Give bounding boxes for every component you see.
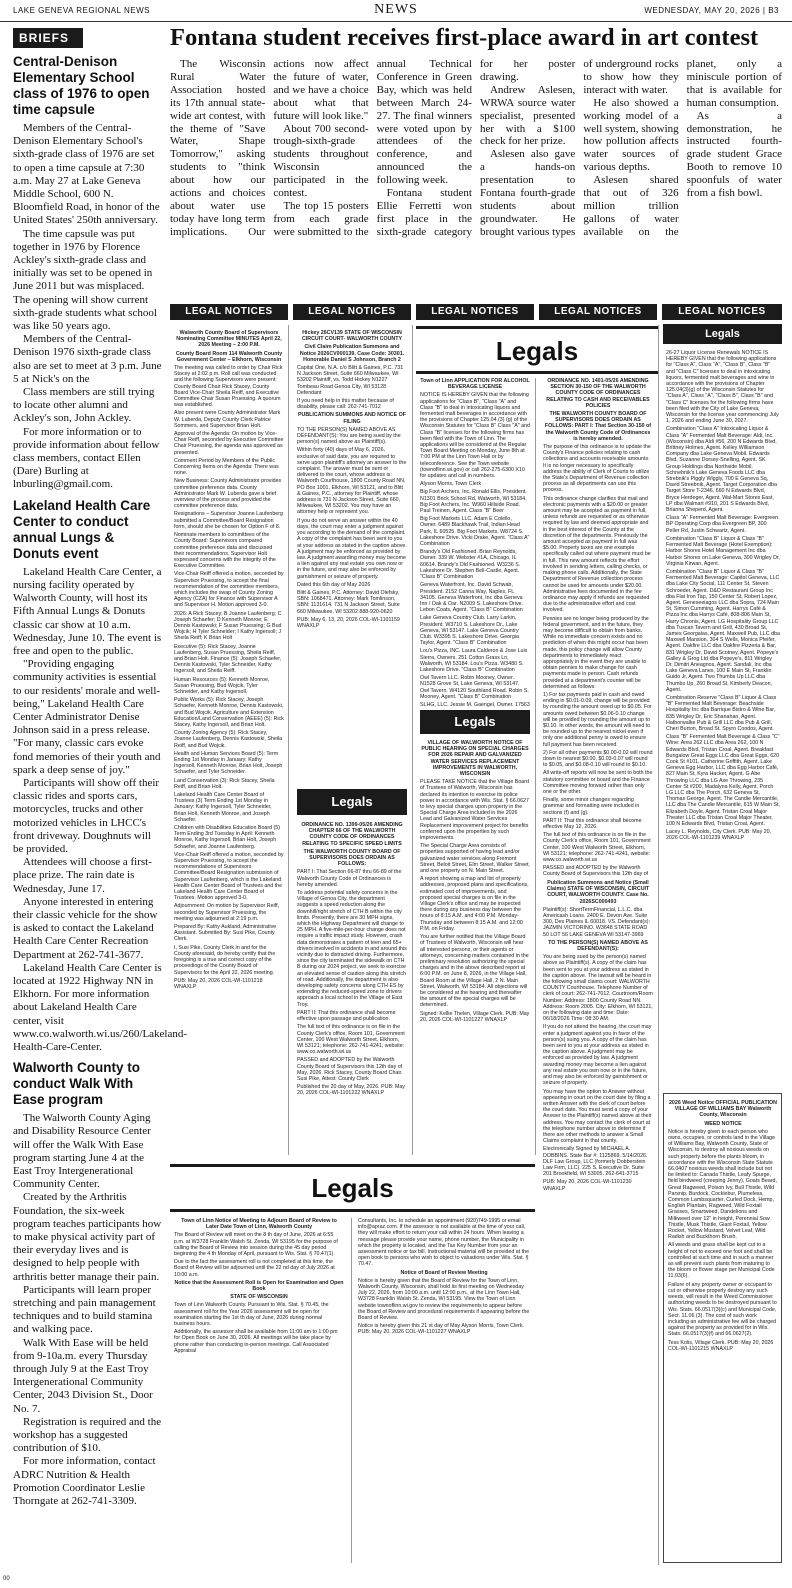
legals-heading: Legals xyxy=(495,336,579,366)
notice-text: Big Foot Markets LLC. Adam E Colello, Owner. 6489 Blackhawk Trail, Indian Head Park, IL 60525. Big Foot Markets. W8724 S. Lakeshore Drive. Vicki Drake, Agent. "Class A" Combination xyxy=(420,516,530,548)
notice-text: Executive (5): Rick Stacey, Joanne Laufenberg, Susan Pruessing, Sheila Reiff, and Brian Holt. Finance (5): Joseph Schaefer, Dennis Kastowski, Tyler Schneider, Kathy Ingersoll, and Sheila Reiff. xyxy=(174,643,282,675)
notice-hickey-summons xyxy=(297,330,407,740)
notice-subtitle: THE WALWORTH COUNTY BOARD OF SUPERVISORS DOES ORDAIN AS FOLLOWS: PART I: That Section 30-150 of the Walworth County Code of Ordinances is hereby amended. xyxy=(544,411,652,442)
brief-paragraph: Class members are still trying to locate other alumni and Ackley's son, John Ackley. xyxy=(13,386,155,425)
legals-label-box: Legals xyxy=(663,324,782,344)
notice-text: 2026: A Rick Stacey; B Joanne Laufenberg; C Joseph Schaefer; D Kenneth Monroe; E Dennis Kastowski; F Susan Pruessing; G Bud Wojcik; H Tyler Schneider; I Kathy Ingersoll; J Sheila Reiff; K Brian Holt xyxy=(174,610,282,642)
brief-paragraph: Registration is required and the workshop has a suggested contribution of $10. xyxy=(13,1415,162,1455)
legal-notices-bar: LEGAL NOTICES xyxy=(662,304,782,320)
notice-text: PUB: May 20, 2026 COL-WI-1101218 WNAXLP xyxy=(174,977,263,990)
notice-text: TO THE PERSON(S) NAMED ABOVE AS DEFENDANT(S): xyxy=(548,939,648,953)
notice-text: Combination "Class B" Liquor & Class "B" Fermented Malt Beverage: Capitol Geneva, LLC dba Lake City Social, 111 Center St, Steven Schroeder, Agent. D&D Restaurant Group Inc dba Flat Iron Tap, 150 Center St, Robert Lopez, Agent. Geneseeiagos LLC dba Sopra, 724 Main St, Simon Cumming, Agent. Harrys Café & Pizza Inc dba Harrys Café, 808-806 Main St, Harry Chronis, Agent. LG Hospitality Group LLC dba Tuscan Tavern and Grill, 430 Broad St, James Georgalas, Agent. Maxwell Pub, LLC dba Maxwell Mansion, 304 S Wells, Monica Pfeifer, Agent. Oakfire LLC dba Oakfire Pizzeria & Bar, 831 Wrigley Dr, David Scotney, Agent. Popeye's Galley & Grog Ltd dba Popeye's, 811 Wrigley Dr, Dimitri Aneagnos, Agent. Sandali, Inc dba Lake Geneva Lanes, 100 E Main St, Franklin Guido Jr, Agent. Two Thumbs Up LLC dba Thumbs Up, 260 Broad St, Kimberly Deacon, Agent. xyxy=(666,568,780,693)
notice-text: PART II: That this ordinance shall become effective May 12, 2026. xyxy=(543,817,642,831)
notice-text: Adjournment: On motion by Supervisor Reiff, seconded by Supervisor Pruessing, the meeting was adjourned at 2:19 p.m. xyxy=(174,903,280,922)
notice-text: Lou's Pizza, INC. Laura Calderon & Jose Luis Sierra, Owners. 251 Cotton Grass Ln, Walworth, WI 53184. Lou's Pizza. W3480 S. Lakeshore Drive. "Class B" Combination xyxy=(420,648,528,673)
legals-rule xyxy=(170,1209,535,1212)
page-number: 00 xyxy=(3,1576,10,1582)
notice-text: Class "B" Fermented Malt Beverage & Class "C" Wine: Area 262 LLC dba Area 262, 100 N Edwards Blvd, Tristan Croal, Agent. Breakfast Bungalow Great Eggs LLC dba Great Eggs, 620 Cook St #101, Catherine Griffith, Agent. Lake Geneva Egg Harbor, LLC dba Egg Harbor Café, 827 Main St, Kyra Hacker, Agent. G Abe Throwing LLC dba LG Axe Throwing, 235 Center St #200, Madalyna Kelly, Agent. Porch LG LLC dba The Porch, 632 Geneva St, Thomas George, Agent. The Candie Mercantile, LLC dba The Candie Mercantile, 615 W Main St, Elizabeth Doyle, Agent. Tristan Croal Major Theater LLC dba Tristan Croal Major Theater, 100 N Edwards Blvd, Tristan Croal, Agent. xyxy=(666,734,780,828)
brief-headline: Central-Denison Elementary School class of 1976 to open time capsule xyxy=(13,54,150,117)
notice-title: Walworth County Board of Supervisors Nominating Committee MINUTES April 22, 2026 Meeting – 2:00 P.M. xyxy=(176,330,282,349)
story-paragraph: The top 15 posters from each grade were submitted to the annual Technical Conference in Green Bay, which was held between March 24-27. The final winners were voted upon by attendees of the conference, and announced the following week. xyxy=(273,58,472,238)
legal-notices-bar: LEGAL NOTICES xyxy=(293,304,411,320)
notice-text: Published the 20 day of May, 2026. PUB: May 20, 2026 COL-WI-1101222 WNAXLP xyxy=(297,1084,405,1097)
notice-text: Notice is hereby given to each person who owns, occupies, or controls land in the Village of Williams Bay, Walworth County, State of Wisconsin, to destroy all noxious weeds on such property before the plants bloom, in accordance with the Wisconsin State Statute 66.0407 noxious weeds shall include but not be limited to: Canada Thistle, Leafy Spurge, field bindweed (creeping Jenny), Goats Beard, Great Ragweed, Poison Ivy, Bull Thistle, Wild Parsnip, Burdock, Cocklebur, Plumeless, Common Lambsquarter, Curled Dock, Hemp, English Plantain, Ragweed, Wild Foxtail Grasses, Smartweed, Dandelions and Milkweed over 12" in height, Perennial Sow Thistle, Musk Thistle, Giant Foxtail, Yellow Rocket, Yellow Mustard, Velvet Leaf, Wild Radish and Buckthorn Brush. xyxy=(668,1128,777,1241)
notice-text: Additionally, the assessor shall be available from 11:00 am to 1:00 pm for Open Book on June 30, 2026. All meetings will be take place by phone rather than conducting in-person meetings. Call Associated Appraisal xyxy=(174,1329,338,1354)
brief-paragraph: Members of the Central-Denison 1976 sixth-grade class also are set to meet at 3 p.m. June 5 at Nick's on the xyxy=(13,333,162,385)
column-rule xyxy=(535,378,536,1155)
notice-text: This ordinance change clarifies that mail and electronic payments with a $20.00 or greater amount may be accepted as payment in full, unless refunds are requested or as otherwise required by law and deemed appropriate and in the best interest of the County at the discretion of the departments. Previously the amount accepted as payment in full was $5.00. Property taxes are one example specifically called out where payment must be in full. This new amount reflects the effort involved in sending letters, calling checks, or making phone calls. Additionally, the State Department of Revenue collection process cannot be used for amounts under $20.00. Administrative fees documented in the fee ordinance may apply if refunds are requested due to the administrative effort and cost involved. xyxy=(543,495,651,614)
brief-paragraph: Lakeland Health Care Center, a nursing facility operated by Walworth County, will host its Fifth Annual Lungs & Donuts classic car show at 10 a.m. Wednesday, June 10. The event is free and open to the public. xyxy=(13,565,162,657)
notice-title: ORDINANCE NO. 1399-05/26 AMENDING CHAPTER 66 OF THE WALWORTH COUNTY CODE OF ORDINANCES RELATING TO SPECIFIC SPEED LIMITS xyxy=(301,822,403,847)
story-paragraph: As a demonstration, he instructed fourth-grade student Grace Booth to remove 10 spoonfuls of water from a fish bowl. xyxy=(686,109,782,200)
notice-subtitle: Notice that the Assessment Roll is Open for Examination and Open Book xyxy=(174,1279,344,1293)
brief-body xyxy=(13,565,188,1055)
notice-text: If you do not attend the hearing, the court may enter a judgment against you in favor of the person(s) suing you. A copy of the claim has been sent to you at your address as stated in the caption above. A judgment may be enforced as provided by law. A judgment awarding money may become a lien against any real estate you own now or in the future, and may also be enforced by garnishment or seizure of property. xyxy=(543,1024,652,1087)
briefs-column xyxy=(13,28,188,1508)
notice-text: Children with Disabilities Education Board (5) Term Ending 3rd Tuesday in April: Kenneth Monroe, Kathy Ingersoll, Brian Holt, Joseph Schaefer, and Joanne Laufenberg. xyxy=(174,825,280,850)
brief-paragraph: Members of the Central-Denison Elementary School's sixth-grade class of 1976 are set to open a time capsule at 7:30 a.m. May 27 at Lake Geneva Middle School, 600 N. Bloomfield Road, in honor of the United States' 250th anniversary. xyxy=(13,122,160,227)
notice-text: Owl Tavern LLC. Robin Mooney, Owner. N1528 Grove St, Lake Geneva, WI 53147. Owl Tavern. W4120 Southland Road. Robin S. Mooney, Agent. "Class B" Combination xyxy=(420,675,529,700)
notice-text: Blitt & Gaines, P.C. Attorney: David Olefsky, SBN: 1068471. Attorney: Mark Tomlinson, SBN: 1131614. 731 N Jackson Street, Suite 660 Milwaukee, WI 53202 888-920-0620 xyxy=(297,589,400,615)
notice-text: PASSED and ADOPTED by the Walworth County Board of Supervisors this 12th day of xyxy=(543,865,649,876)
legals-label-box: Legals xyxy=(297,789,407,815)
notice-text: PASSED and ADOPTED by the Walworth County Board of Supervisors this 12th day of May, 2026. Rick Stacey, County Board Chair. Susi Pike, Attest: County Clerk xyxy=(297,1057,403,1082)
brief-paragraph: For more information, contact ADRC Nutrition & Health Promotion Coordinator Leslie Thorngate at 262-741-3309. xyxy=(13,1455,156,1508)
notice-text: Also present were County Administrator Mark W. Luberda, Deputy County Clerk Patrice Sommers, and Supervisor Brian Holt. xyxy=(174,410,281,429)
notice-text: PUBLICATION SUMMONS AND NOTICE OF FILING xyxy=(298,412,406,425)
notice-text: The full text of this ordinance is on file in the County Clerk's office, Room 101, Government Center, 100 West Walworth Street, Elkhorn, WI 53121; telephone: 262-741-4241, website: www.co.walworth.wi.us xyxy=(543,832,651,864)
notice-text: Lacey L. Reynolds, City Clerk. PUB: May 20, 2026 COL-WI-1101239 WNAXLP xyxy=(666,829,772,842)
notice-text: Town of Linn Walworth County. Pursuant to Wis. Stat. § 70.45, the assessment roll for the Year 2026 assessment will be open for examination starting the 1st th day of June, 2026 during normal business hours. xyxy=(174,1302,329,1328)
notice-text: Due to the fact the assessment roll is not completed at this time, the Board of Review will be adjourned until the 22 nd day of July 2026 at 10:00 a.m. xyxy=(174,1259,335,1278)
brief-paragraph: Participants will show off their classic rides and sports cars, motorcycles, trucks and other motorized vehicles in LHCC's front driveway. Doughnuts will be provided. xyxy=(13,776,160,855)
notice-text: Alyson Morris, Town Clerk xyxy=(420,481,482,488)
brief-paragraph: For more information or to provide information about fellow class members, contact Ellen (Dare) Burling at lnburling@gmail.com. xyxy=(13,425,160,491)
story-paragraph: About 700 second-trough-sixth-grade students throughout Wisconsin participated in the contest. xyxy=(273,122,369,200)
notice-subtitle: THE WALWORTH COUNTY BOARD OF SUPERVISORS DOES ORDAIN AS FOLLOWS: xyxy=(303,848,401,868)
notice-text: PUB: May 6, 13, 20, 2026 COL-WI-1101159 WNAXLP xyxy=(297,616,400,629)
notice-text: Human Resources (5): Kenneth Monroe, Susan Pruessing, Bud Wojcik, Tyler Schneider, and Kathy Ingersoll. xyxy=(174,676,270,695)
notice-village-of-walworth xyxy=(420,740,530,1148)
column-rule xyxy=(288,325,289,1155)
notice-title: VILLAGE OF WALWORTH NOTICE OF PUBLIC HEARING ON SPECIAL CHARGES FOR 2026 REPAIR AND GALVANIZED WATER SERVICES REPLACEMENT IMPROVEMENTS IN WALWORTH, WISCONSIN xyxy=(421,740,529,778)
notice-text: The Special Charge Area consists of properties supported of having lead and/or galvanized water services along Fremont Street, Beloit Street, Elm Street, Walker Street, and one property on N. Main Street. xyxy=(420,843,530,875)
notice-text: If you do not serve an answer within the 40 days, the court may enter a judgment against you according to the demand of the complaint. A copy of the complaint has been sent to you at your address as stated in the caption above. A judgment may be enforced as provided by law. A judgment awarding money may become a lien against any real estate you own now or in the future, and may also be enforced by garnishment or seizure of property. xyxy=(297,517,407,580)
notice-town-of-linn-alcohol xyxy=(420,378,530,708)
notice-text: Public Works (5): Rick Stacey, Joseph Schaefer, Kenneth Monroe, Dennis Kastowski, and Bud Wojcik. Agriculture and Extension Education/Land Conservation (AEEE) (5): Rick Stacey, Kathy Ingersoll, and Brian Holt. xyxy=(174,697,284,728)
notice-text: 1) For tax payments paid in cash and owed ending in $0.01-0.09, change will be provided by rounding the amount owed up to $0.05. For amounts owed between $0.06-0.10 change will be provided by rounding the amount up to $0.10. In other words, the amount will need to be rounded up to the nearest nickel even if only one additional penny is owed to ensure full payment has been received. xyxy=(543,691,652,748)
masthead xyxy=(0,0,792,22)
brief-paragraph: Attendees will choose a first-place prize. The rain date is Wednesday, June 17. xyxy=(13,856,152,895)
notice-text: Lakeland Health Care Center Board of Trustees (3) Term Ending 1st Monday in January: Kathy Ingersoll, Tyler Schneider, Brian Holt, Kenneth Monroe, and Joseph Schaefer. xyxy=(174,792,272,823)
notice-text: Land Conservation (3): Rick Stacey, Sheila Reiff, and Brian Holt. xyxy=(174,777,275,790)
notice-text: 26-27 Liquor License Renewals NOTICE IS HEREBY GIVEN that the following applications for "Class A", Class "A", "Class B", Class "B" and "Class C" licenses to deal in intoxicating liquors, fermented malt beverages and wine in accordance with the provisions of Chapter 125.04(3)(g) of the Wisconsin Statutes for "Class A", Class "A", "Class B", Class "B" and "Class C" licenses for the following firms have been filed with the City of Lake Geneva, Wisconsin for the license year commencing July 1, 2026 and ending June 30, 2027. xyxy=(666,350,779,425)
legals-rule xyxy=(416,326,658,329)
notice-text: Finally, some minor changes regarding grammar and formatting were included in sections (f) and (g). xyxy=(543,797,640,816)
notice-text: TO THE PERSON(S) NAMED ABOVE AS DEFENDANT(S): You are being sued by the person(s) named above as Plaintiff(s). xyxy=(297,426,401,446)
story-paragraph: Fontana student Ellie Ferretti won first place in the sixth-grade category for her poster drawing. xyxy=(376,58,576,238)
notice-text: PART I: That Section 66-87 thru 66-89 of the Walworth County Code of Ordinances is hereby amended. xyxy=(297,869,402,888)
notice-text: The meeting was called to order by Chair Rick Stacey at 2:02 p.m. Roll call was conducted and the following Supervisors were present: County Board Chair Rick Stacey, County Board Vice-Chair Sheila Reiff, and Executive Committee Chair Susan Pruessing. A quorum was established. xyxy=(174,365,283,409)
notice-text: All write-off reports will now be sent to both the statutory committee or board and the Finance Committee moving forward rather than only one or the other. xyxy=(543,770,653,795)
notice-text: SLHG, LLC. Jessie M. Gaengel, Owner. 17563 xyxy=(420,701,530,708)
main-story-body xyxy=(170,58,782,290)
notice-liquor-license-renewals xyxy=(666,350,780,1080)
legal-notices-bar: LEGAL NOTICES xyxy=(539,304,657,320)
legals-rule xyxy=(416,371,658,374)
notice-title: ORDINANCE NO. 1401-05/26 AMENDING SECTION 30-150 OF THE WALWORTH COUNTY CODE OF ORDINANCES RELATING TO CASH AND RECEIVABLES POLICIES xyxy=(546,378,650,409)
notice-text: You may have the option to Answer without appearing in court on the court date by filing a written Answer with the clerk of court before the court date. You must send a copy of your Answer to the Plaintiff(s) named above at their address. You may contact the clerk of court at the telephone number above to determine if there are other methods to answer a Small Claims complaint in that county. xyxy=(543,1088,652,1145)
notice-text: The full text of this ordinance is on file in the County Clerk's office, Room 101, Government Center, 100 West Walworth Street, Elkhorn, WI 53121; telephone: 262-741-4241, website: www.co.walworth.wi.us xyxy=(297,1024,405,1056)
notice-text: Notice is hereby given this 21 st day of May Alyson Morris, Town Clerk. PUB: May 20, 2026 COL-WI-1101227 WNAXLP xyxy=(358,1323,524,1336)
notice-text: New Business: County Administrator provides committee preference data. County Administrator Mark W. Luberda gave a brief overview of the process and provided the committee preference data. xyxy=(174,478,282,510)
notice-town-of-linn-board-of-review xyxy=(174,1218,344,1563)
brief-paragraph: Anyone interested in entering their classic vehicle for the show is asked to contact the Lakeland Health Care Center Recreation Department at 262-741-3677. xyxy=(13,895,158,961)
notice-text: To address potential safety concerns in the Village of Genoa City, the department suggests a speed reduction along the downhill/right stretch of CTH B within the city limits. Presently, there are 30 MPH signs, which the Highway Department will change to 25 MPH. A five-mile-per-hour change does not require a traffic impact study. However, crash data demonstrates a pattern of teen and 65+ drivers involved in accidents in and around this vicinity due to distracted driving. Furthermore, since the city terminated the sidewalk on CTH B during our 2024 project, we seek to exercise an elevated sense of caution along this stretch of road. Additionally, the department is also developing safety concerns along CTH ES by extending the reduced-speed zone to drivers approach a local school in the Village of East Troy. xyxy=(297,890,407,1008)
notice-text: Resignations – Supervisor Joanne Laufenberg submitted a Committee/Board Resignation form, should she be chosen for Option F of 8. xyxy=(174,511,283,530)
notice-text: Tess Kolis, Village Clerk. PUB: May 20, 2026 COL-WI-1101215 WNAXLP xyxy=(668,1339,774,1352)
brief-body xyxy=(13,122,163,492)
notice-text: You are further notified that the Village Board of Trustees of Walworth, Wisconsin will hear all interested persons, or their agents or attorneys, concerning matters contained in the preliminary resolution authorizing the special charges and in the above described report at 6:00 P.M. on June 8, 2026, in the Village Hall, Board Room at the Village Hall, 2 N. Main Street, Walworth, WI 53184. All objections will be considered at the hearing and thereafter the amount of the special charges will be determined. xyxy=(420,934,529,1009)
notice-text: Geneva Waterfront, Inc. David Schwab, President. 2152 Canna Way, Naples, FL 34105. Geneva Waterfront, Inc dba Geneva Inn / Oak & Oar. N2009 S. Lakeshore Drive. Lebon Coats, Agent. "Class B" Combination xyxy=(420,582,524,614)
legals-rule xyxy=(170,1164,535,1167)
notice-text: Big Foot Archers, Inc. Ronald Ellis, President. N1301 Brick School Rd, Walworth, WI 53184. Big Foot Archers, Inc. W960 Hillside Road. Paul Treinen, Agent. Class "B" Beer xyxy=(420,489,527,515)
notice-text: Dated this 6th day of May 2026 xyxy=(297,581,371,588)
legals-heading: Legals xyxy=(311,1173,394,1203)
notice-text: Nominate members to committees of the County Board: Supervisors compared committee preference data and discussed their recommendations. Supervisor Holt expressed concerns with the integrity of the Executive Committee. xyxy=(174,532,276,570)
notice-text: Combination "Class B" Liquor & Class "B" Fermented Malt Beverage (Hotel Exemption): Harbor Shores Hotel Management Inc dba Harbor Shores on Lake Geneva, 300 Wrigley Dr, Virginia Kirwan, Agent. xyxy=(666,535,780,567)
notice-text: Approval of the Agenda: On motion by Vice-Chair Reiff, seconded by Executive Committee Chair Pruessing, the agenda was approved as presented. xyxy=(174,431,284,456)
notice-text: Capital One, N.A. c/o Blitt & Gaines, P.C. 731 N Jackson Street, Suite 660 Milwaukee, WI 53202 Plaintiff, vs. Todd Hickey N1227 Tombeau Road Genoa City, WI 53128 Defendant xyxy=(297,365,404,396)
notice-text: The purpose of this ordinance is to update the County's Finance policies relating to cash collections and accounts receivable amounts. It is no longer necessary to specifically address the ability of Clerk of Courts to utilize the State's Department of Revenue collection process as all departments can use this process. xyxy=(543,444,651,494)
story-paragraph: Aslesen also gave a hands-on presentation to Fontana fourth-grade students about groundwater. He brought various types of underground rocks to show how they interact with water. xyxy=(479,58,679,238)
brief-paragraph: "Providing engaging community activities is essential to our residents' morale and well-being," Lakeland Health Care Center Administrator Denise Johnson said in a press release. "For many, classic cars evoke fond memories of their youth and spark a deep sense of joy." xyxy=(13,658,161,776)
notice-title: Hickey 26CV139 STATE OF WISCONSIN CIRCUIT COURT- WALWORTH COUNTY xyxy=(301,330,403,343)
notice-text: Comment Period by Members of the Public Concerning Items on the Agenda: There was none. xyxy=(174,457,279,477)
notice-text: Health and Human Services Board (5): Term Ending 1st Monday in January: Kathy Ingersoll, Kenneth Monroe, Brian Holt, Joseph Schaefer, and Tyler Schneider. xyxy=(174,750,283,776)
notice-text: Consultants, Inc. to schedule an appointment (920)749-1995 or email info@apraz.com. If the assessor is not available at the time of your call, they will make effort to return your call within 24 hours. When leaving a message please provide your name, phone number, the Municipality in which the property is located, and the Tax Key Number from your an assessment notice or tax bill. Instructional material will be provided at the open book to persons who wish to object to valuations under Wis. Stat. § 70.47. xyxy=(358,1218,530,1268)
notice-title: 2026 Weed Notice OFFICIAL PUBLICATION VILLAGE OF WILLIAMS BAY Walworth County, Wisconsin xyxy=(668,1100,777,1119)
notice-text: 2) For all other payments $0.00-0.02 will round down to nearest $0.00, $0.03-0.07 will round to $0.05, and $0.08-0.10 will round to $0.10. xyxy=(543,749,653,769)
brief-paragraph: Walk With Ease will be held from 9-10a.m. every Thursday through July 9 at the East Troy Intergenerational Community Center, 2043 Division St., Door No. 7. xyxy=(13,1336,153,1415)
notice-ordinance-1401 xyxy=(543,378,653,876)
column-rule xyxy=(351,1218,352,1563)
notice-text: Lake Geneva Country Club. Larry Larkin, President. W3710 S. Lakeshore Dr., Lake Geneva, WI 53147. Lake Geneva Country Club. W3395 S. Lakeshore Drive. Georgia Taylor, Agent. "Class B" Combination xyxy=(420,615,519,647)
notice-text: Pennies are no longer being produced by the federal government, and in the future, they may become difficult to obtain from banks. While no immediate concern exists and no prediction of when this might occur has been made, this policy change will allow County departments to immediately react appropriately in the event they are unable to obtain pennies to make change for cash payments made in person. Cash refunds provided at a department's counter will be determined as follows: xyxy=(543,615,649,690)
notice-text: PART II: That this ordinance shall become effective upon passage and publication. xyxy=(297,1009,396,1023)
notice-title: Town of Linn Notice of Meeting to Adjourn Board of Review to Later Date Town of Linn, Walworth County xyxy=(181,1218,337,1231)
story-paragraph: The Wisconsin Rural Water Association hosted its 17th annual state-wide art contest, with the theme of "Save Water, Shape Tomorrow," asking students to "think about how our actions and choices about water use today have long term implications. Our actions now affect the future of water, and we have a choice about what that future will look like." xyxy=(170,58,369,238)
notice-ordinance-1399 xyxy=(297,822,407,1148)
legal-notices-bar: LEGAL NOTICES xyxy=(416,304,534,320)
column-rule xyxy=(412,325,413,1155)
notice-subtitle: Civil Claim Publication Summons and Notice 2026CV000139. Case Code: 30301. Honorable Daniel S Johnson, Branch 2 xyxy=(299,344,405,363)
notice-text: Vice-Chair Reiff offered a motion, seconded by Supervisor Pruessing, to accept the final recommendation of the committee members, which includes the swap of County Zoning Agency (CZA) for Finance with Supervisor A and Supervisor H. Motion approved 3-0. xyxy=(174,571,284,609)
notice-text: I, Susi Pike, County Clerk in and for the County aforesaid, do hereby certify that the foregoing is a true and correct copy of the proceedings of the County Board of Supervisors for the April 22, 2026 meeting. xyxy=(174,944,276,976)
notice-small-claims-summons xyxy=(543,880,653,1560)
notice-text: Combination Reserve "Class B" Liquor & Class "B" Fermented Malt Beverage: Beachside Hospitality Inc dba Barrique Bistro & Wine Bar, 835 Wrigley Dr, Eric Shanahan, Agent. Hatborwalke Pub & Grill LLC dba Pub & Grill, Cheri Burton, Broad St, Spyro Condos, Agent. xyxy=(666,694,777,732)
notice-text: Signed: Kellie Thelen, Village Clerk. PUB: May 20, 2026 COL-WI-1101227 WNAXLP xyxy=(420,1010,530,1023)
notice-subtitle: Notice of Board of Review Meeting xyxy=(400,1269,488,1276)
legals-label-box: Legals xyxy=(420,710,530,734)
main-headline: Fontana student receives first-place award in art contest xyxy=(170,24,759,51)
notice-text: Class "A" Fermented Malt Beverage: Evergreen BP Operating Corp dba Evergreen BP, 300 Peller Rd, Justin Schwartz, Agent. xyxy=(666,515,779,534)
notice-title: Town of Linn APPLICATION FOR ALCOHOL BEVERAGE LICENSE xyxy=(420,378,530,391)
story-paragraph: Aslesen shared that out of 326 million trillion gallons of water available on the planet, only a miniscule portion of that is available for human consumption. xyxy=(583,58,782,238)
brief-paragraph: The time capsule was put together in 1976 by Florence Ackley's sixth-grade class and initially was set to be opened in June 2011 but was misplaced. The opening will show current sixth-grade students what school was like 50 years ago. xyxy=(13,227,157,333)
notice-text: A report showing a map and list of property addresses, proposed plans and specifications, estimated cost of improvements, and proposed special charges is on file in the Village Clerk's office and may be inspected there during any business day between the hours of 8:15 A.M. and 4:00 P.M. Monday-Thursday and between 8:15 A.M. and 12:00 P.M. on Friday. xyxy=(420,876,529,932)
date-page: WEDNESDAY, MAY 20, 2026 | B3 xyxy=(644,6,779,15)
notice-text: Vice-Chair Reiff offered a motion, seconded by Supervisor Pruessing, to accept the recommendations of Supervisors Committee/Board Resignation submission of Supervisor Laufenberg, which is the Lakeland Health Care Center Board of Trustees and the Lakeland Health Care Center Board of Trustees. Motion approved 3-0. xyxy=(174,851,284,902)
brief-paragraph: Lakeland Health Care Center is located at 1922 Highway NN in Elkhorn. For more information about Lakeland Health Care center, visit www.co.walworth.wi.us/260/Lakeland-Health-Care-Center. xyxy=(13,961,188,1053)
story-paragraph: Andrew Aslesen, WRWA source water specialist, presented her with a $100 check for her prize. xyxy=(479,83,576,148)
notice-weed-notice xyxy=(668,1100,778,1558)
notice-text: Notice is hereby given that the Board of Review for the Town of Linn, Walworth County, Wisconsin, shall hold its first meeting on Wednesday July 22, 2026, from 10:00 a.m. until 12:00 p.m., at the Linn Town Hall, W3728 Franklin Walsh St. Zenda, WI 53195. View the Town of Linn website townoflinn.wi.gov to review the requirements to appear before the Board of Review and procedural requirements if appearing before the Board of Review. xyxy=(358,1277,530,1322)
notice-text: PLEASE TAKE NOTICE that the Village Board of Trustees of Walworth, Wisconsin has declared its intention to exercise its police power in accordance with Wis. Stat. § 66.0627 to levy special charges upon property in the Special Charge Area included in the 2026 Lead and Galvanized Water Services Replacement improvement project for benefits conferred upon the properties by such improvements. xyxy=(420,779,529,842)
notice-text: NOTICE IS HEREBY GIVEN that the following applications for "Class B", "Class "A" and Class "B" to deal in intoxicating liquors and fermented malt beverages in accordance with the provisions of Chapter 125.04 (3) (g) of the Wisconsin Statutes for "Class B" Class "A" and Class "B" licenses for the following firms has been filed with the Town of Linn. The applications will be considered at the Regular Town Board Meeting on Monday, June 8th at 7:00 PM at the Linn Town Hall or by teleconference. See the Town website (townoflinn.wi.gov) or call 262-275-6300 X10 for updates and call in numbers. xyxy=(420,392,530,480)
notice-text: Failure of any property owner or occupant to cut or otherwise properly destroy any such weeds, will result in the Weed Commissioner authorizing weeds to be destroyed pursuant to Wis. Stats. 66.0517(3)(c) and Municipal Code, Sect. 11.06 (3). The cost of such work including an administrative fee will be charged against the property as provided for in Wis. Stats. 66.0517(3)(f) and 66.0627(2). xyxy=(668,1281,777,1338)
brief-body xyxy=(13,1112,163,1508)
column-rule xyxy=(658,325,659,1565)
notice-text: PUB: May 20, 2026 COL-WI-1101230 WNAXLP xyxy=(543,1179,632,1192)
notice-text: You are being sued by the person(s) named above as Plaintiff(s). A copy of the claim has been sent to you at your address as stated in the caption above. The lawsuit will be heard in the following small claims court: WALWORTH COUNTY Courthouse. Telephone Number of clerk of court: 262-741-7012. Courtroom/Room Number: Address: 1800 County Road NN. Address: Room 2005. City: Elkhorn, WI 53121, on the following date and time: Date: 06/18/2026 Time: 08:30 AM. xyxy=(543,954,653,1023)
notice-text: Plaintiff(s): ShortTermFinancial, L.L.C. dba Americash Loans. 2400 E. Devon Ave. Suite 300, Des Plaines IL 60018. VS. Defendant(s): JAZMIN VICTORINO. W3648 STATE ROAD 50 LOT 56 LAKE GENEVA WI 53147-3969 xyxy=(543,906,650,938)
notice-board-of-review-meeting xyxy=(358,1218,530,1563)
notice-text: If you need help in this matter because of disability, please call: 262-741-7012 xyxy=(297,398,394,411)
brief-paragraph: Participants will learn proper stretching and pain management techniques and to build stamina and walking pace. xyxy=(13,1283,156,1336)
notice-title: Publication Summons and Notice (Small Claims) STATE OF WISCONSIN, CIRCUIT COURT, WALWORTH COUNTY. Case No. 2026SC000493 xyxy=(546,880,650,905)
brief-paragraph: Created by the Arthritis Foundation, the six-week program teaches participants how to make physical activity part of their everyday lives and is designed to help people with arthritis better manage their pain. xyxy=(13,1191,162,1283)
brief-headline: Walworth County to conduct Walk With Ease program xyxy=(13,1060,140,1108)
notice-text: Electronically Signed by MICHAEL A. DOBBINS. State Bar #: 1125869. 5/14/2026. DLF Law Group, LLC (formerly Dobberstein Law Firm, LLC). 225 S. Executive Dr. Suite 201 Brookfield, WI 53005. 262-641-3715 xyxy=(543,1146,648,1178)
notice-nominating-committee xyxy=(174,330,284,1148)
legal-notices-bar: LEGAL NOTICES xyxy=(170,304,288,320)
notice-text: Within forty (40) days of May 6, 2026, exclusive of said date, you are required to serve upon plaintiff's attorney an answer to the complaint. The answer must be sent or delivered to the court, whose address is: Walworth Courthouse, 1800 County Road NN, PO Box 1001, Elkhorn, WI 53121, and to Blitt & Gaines, P.C., attorney for Plaintiff, whose address is 731 N Jackson Street, Suite 660, Milwaukee, WI 53202. You may have an attorney help or represent you. xyxy=(297,447,407,516)
paper-name: LAKE GENEVA REGIONAL NEWS xyxy=(13,6,150,15)
brief-paragraph: The Walworth County Aging and Disability Resource Center will offer the Walk With Ease program starting June 4 at the East Troy Intergenerational Community Center. xyxy=(13,1112,151,1191)
notice-text: County Zoning Agency (5): Rick Stacey, Joanne Laufenberg, Dennis Kastowski, Sheila Reiff, and Bud Wojcik. xyxy=(174,730,283,749)
notice-subtitle: County Board Room 114 Walworth County Government Center – Elkhorn, Wisconsin xyxy=(175,350,283,363)
notice-subtitle: WEED NOTICE xyxy=(704,1120,742,1127)
briefs-label: BRIEFS xyxy=(13,28,83,48)
notice-text: STATE OF WISCONSIN xyxy=(230,1294,288,1301)
notice-text: Brandy's Old Fashioned. Brian Reynolds, Owner. 339 W. Webster #1A, Chicago, IL 60614. Brandy's Old Fashioned. W3236 S. Lakeshore Dr. Stephen Bell-Castle, Agent. "Class B" Combination xyxy=(420,549,521,581)
notice-text: The Board of Review will meet on the 8 th day of June, 2026 at 6:55 p.m. at W3728 Franklin Walsh St, Zenda, WI 53195 for the purpose of calling the Board of Review into session during the 45 day period beginning the 4 th Monday of April, pursuant to Wis. Stat. § 70.47(1). xyxy=(174,1232,338,1258)
notice-text: All weeds and grass shall be kept cut to a height of not to exceed one foot and shall be controlled at such time and in such a manner as will prevent such plants from maturing to the bloom or flower stage per Municipal Code 11.03(6). xyxy=(668,1242,775,1280)
notice-text: Combination "Class A" Intoxicating Liquor & Class "A" Fermented Malt Beverage: Aldi, Inc. (Wisconsin) dba Aldi #56, 200 N Edwards Blvd, Brittney Holmes, Agent. Kelley Williamson Company dba Lake Geneva Mobil. Edwards Blvd, Suzanne Dorsey-Snelling, Agent. SK Group Holdings dba Northside Mobil. Schnebnik's Lake Geneva Foods LLC dba Strebnik's Piggly Wiggly, 700 E Geneva Sq, David Streebnik, Agent. Target Corporation dba Target Store T-2346, 660 N Edwards Blvd, Bryce Herdeger, Agent. Wal-Mart Stores East, LP dba Walmart #910, 201 S Edwards Blvd, Brianna Sheperd, Agent. xyxy=(666,426,777,514)
brief-headline: Lakeland Health Care Center to conduct annual Lungs & Donuts event xyxy=(13,497,151,561)
story-paragraph: He also showed a working model of a well system, showing how pollution affects water sources of various depths. xyxy=(583,96,679,174)
notice-text: Prepared By: Kathy Aukland, Administrative Assistant. Submitted By: Susi Pike, County Clerk. xyxy=(174,924,277,943)
section-name: NEWS xyxy=(374,2,418,17)
